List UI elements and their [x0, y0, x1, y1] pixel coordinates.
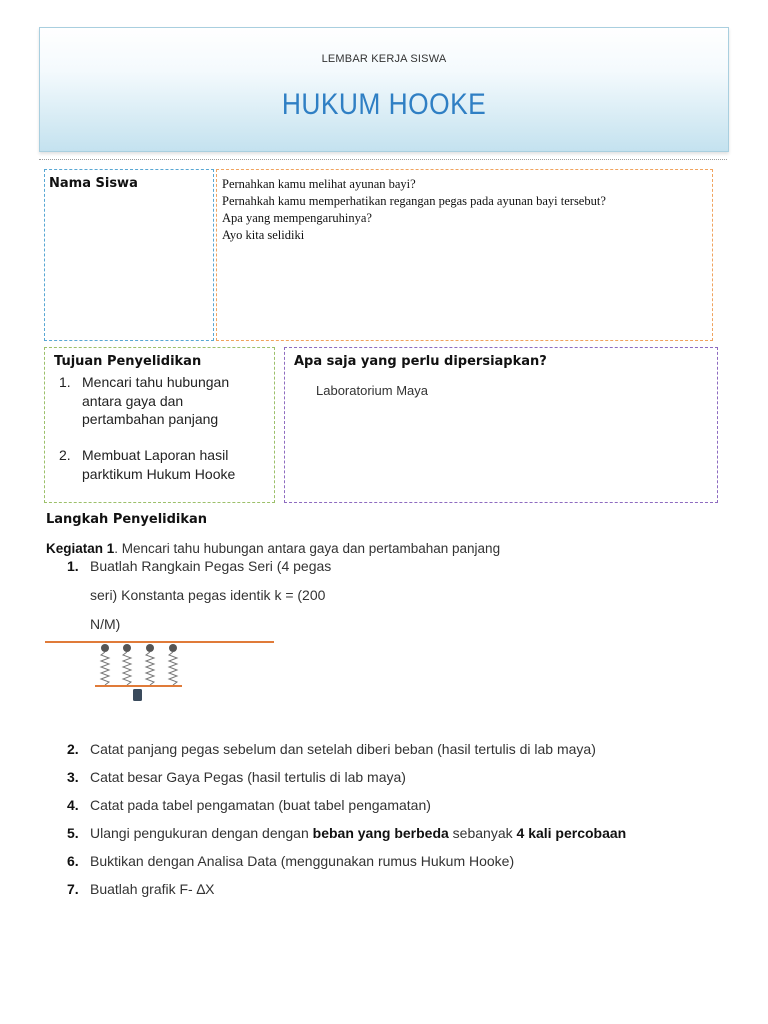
activity-label: Kegiatan 1 [46, 541, 115, 556]
step-6 [67, 853, 514, 869]
step-text: Buatlah grafik F- ∆X [90, 881, 215, 897]
step-number: 6. [67, 853, 79, 869]
spring [169, 644, 177, 685]
step-number: 7. [67, 881, 79, 897]
step-number: 5. [67, 825, 79, 841]
activity-heading [46, 541, 500, 556]
step-7 [67, 881, 215, 897]
step-number: 4. [67, 797, 79, 813]
goals-box [44, 347, 275, 503]
intro-questions-box [216, 169, 713, 341]
step-number: 1. [67, 558, 79, 574]
goal-number: 1. [59, 374, 71, 390]
step-emphasis: beban yang berbeda [312, 825, 449, 841]
step-text: Catat panjang pegas sebelum dan setelah diberi beban (hasil tertulis di lab maya) [90, 741, 596, 757]
activity-text: . Mencari tahu hubungan antara gaya dan pertambahan panjang [114, 541, 501, 556]
intro-question-line: Pernahkah kamu memperhatikan regangan pegas pada ayunan bayi tersebut? [222, 194, 606, 208]
step-1-line: seri) Konstanta pegas identik k = (200 [90, 587, 326, 603]
goal-number: 2. [59, 447, 71, 463]
intro-question-line: Pernahkan kamu melihat ayunan bayi? [222, 177, 416, 191]
goal-text: Membuat Laporan hasil parktikum Hukum Hooke [82, 447, 236, 482]
spring [101, 644, 109, 685]
header-divider [39, 159, 727, 160]
step-4 [67, 797, 431, 813]
step-text: Ulangi pengukuran dengan dengan [90, 825, 313, 841]
step-1 [67, 558, 90, 574]
step-text: Catat pada tabel pengamatan (buat tabel pengamatan) [90, 797, 431, 813]
header-subtitle: LEMBAR KERJA SISWA [321, 53, 447, 65]
worksheet-header [39, 27, 729, 152]
goal-text: Mencari tahu hubungan antara gaya dan pertambahan panjang [82, 374, 230, 427]
preparation-text: Laboratorium Maya [316, 383, 428, 398]
step-emphasis: 4 kali percobaan [516, 825, 627, 841]
load-mass [133, 689, 142, 701]
step-text: Catat besar Gaya Pegas (hasil tertulis di lab maya) [90, 769, 406, 785]
preparation-box [284, 347, 718, 503]
intro-question-line: Ayo kita selidiki [222, 228, 305, 242]
step-number: 2. [67, 741, 79, 757]
step-1-line: Buatlah Rangkain Pegas Seri (4 pegas [90, 558, 332, 574]
step-number: 3. [67, 769, 79, 785]
goal-item [59, 373, 259, 429]
step-text: Buktikan dengan Analisa Data (menggunakan rumus Hukum Hooke) [90, 853, 515, 869]
goals-label: Tujuan Penyelidikan [54, 354, 202, 369]
spring [146, 644, 154, 685]
spring [123, 644, 131, 685]
student-name-box[interactable] [44, 169, 214, 341]
step-text: sebanyak [448, 825, 517, 841]
step-5 [67, 825, 626, 841]
series-spring-diagram [45, 637, 277, 707]
step-2 [67, 741, 596, 757]
step-1-line: N/M) [90, 616, 121, 632]
steps-section-title: Langkah Penyelidikan [46, 512, 208, 527]
student-name-label: Nama Siswa [49, 176, 138, 191]
preparation-label: Apa saja yang perlu dipersiapkan? [294, 354, 547, 369]
header-title: HUKUM HOOKE [281, 88, 487, 121]
intro-question-line: Apa yang mempengaruhinya? [222, 211, 372, 225]
step-3 [67, 769, 406, 785]
goal-item [59, 446, 269, 483]
